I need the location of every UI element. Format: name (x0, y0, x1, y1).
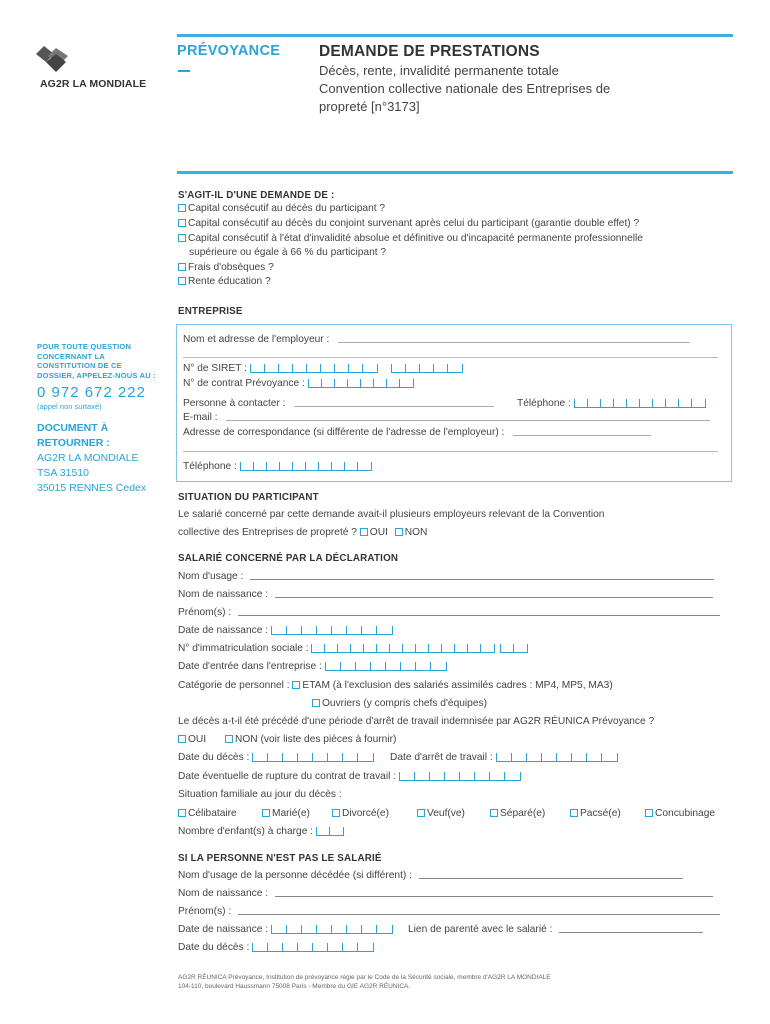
autre-birth-date-field[interactable]: Date de naissance : (178, 924, 393, 935)
checkbox[interactable] (178, 735, 186, 743)
relation-input[interactable] (559, 924, 703, 933)
death-date-input[interactable] (252, 753, 374, 762)
autre-birth-date-input[interactable] (271, 925, 393, 934)
logo-icon (34, 44, 74, 78)
sidebar-question: POUR TOUTE QUESTION CONCERNANT LA CONSTITUTION DE CE DOSSIER, APPELEZ-NOUS AU : (37, 342, 156, 380)
footer-legal: AG2R RÉUNICA Prévoyance, Institution de prévoyance régie par le Code de la Sécurité sociale, membre d'AG2R LA MONDIALE 104-110, boulevard Haussmann 75008 Paris - Membre du GIE AG2R RÉUNICA. (178, 974, 551, 990)
checkbox[interactable] (178, 263, 186, 271)
employer-input-line-2[interactable] (183, 357, 718, 358)
situation-question-1: Le salarié concerné par cette demande avait-il plusieurs employeurs relevant de la Convention (178, 509, 605, 520)
subtitle-line-1: Décès, rente, invalidité permanente totale (319, 63, 559, 78)
correspondence-field[interactable]: Adresse de correspondance (si différente de l'adresse de l'employeur) : (183, 427, 651, 438)
usage-name-input[interactable] (250, 571, 714, 580)
first-name-input[interactable] (238, 607, 720, 616)
family-celibataire[interactable]: Célibataire (178, 808, 237, 819)
subtitle-line-3: propreté [n°3173] (319, 99, 420, 114)
salarie-heading: SALARIÉ CONCERNÉ PAR LA DÉCLARATION (178, 553, 399, 564)
phone2-field[interactable]: Téléphone : (183, 461, 372, 472)
usage-name-field[interactable]: Nom d'usage : (178, 571, 714, 582)
siret-nic-input[interactable] (391, 364, 463, 373)
arret-non-option[interactable]: NON (voir liste des pièces à fournir) (225, 734, 396, 745)
autre-heading: SI LA PERSONNE N'EST PAS LE SALARIÉ (178, 853, 382, 864)
ssn-key-input[interactable] (500, 644, 528, 653)
death-date-field[interactable]: Date du décès : (178, 752, 374, 763)
siret-field[interactable]: N° de SIRET : (183, 363, 463, 374)
situation-non-option[interactable]: NON (395, 527, 428, 538)
contact-input[interactable] (294, 398, 494, 407)
checkbox[interactable] (570, 809, 578, 817)
checkbox[interactable] (178, 809, 186, 817)
email-field[interactable]: E-mail : (183, 412, 710, 423)
employer-field[interactable]: Nom et adresse de l'employeur : (183, 334, 690, 345)
stop-date-field[interactable]: Date d'arrêt de travail : (390, 752, 618, 763)
logo-text: AG2R LA MONDIALE (40, 78, 147, 90)
demand-heading: S'AGIT-IL D'UNE DEMANDE DE : (178, 190, 335, 201)
family-veuf[interactable]: Veuf(ve) (417, 808, 465, 819)
header-bottom-rule (177, 171, 733, 174)
birth-date-input[interactable] (271, 626, 393, 635)
checkbox[interactable] (417, 809, 425, 817)
family-marie[interactable]: Marié(e) (262, 808, 310, 819)
autre-birth-name-field[interactable]: Nom de naissance : (178, 888, 713, 899)
stop-date-input[interactable] (496, 753, 618, 762)
demand-option-1[interactable]: Capital consécutif au décès du participant ? (178, 203, 385, 214)
ssn-field[interactable]: N° d'immatriculation sociale : (178, 643, 528, 654)
first-name-field[interactable]: Prénom(s) : (178, 607, 720, 618)
family-concubinage[interactable]: Concubinage (645, 808, 715, 819)
rupture-date-field[interactable]: Date éventuelle de rupture du contrat de travail : (178, 771, 521, 782)
entry-date-field[interactable]: Date d'entrée dans l'entreprise : (178, 661, 447, 672)
autre-first-name-input[interactable] (238, 906, 720, 915)
family-label: Situation familiale au jour du décès : (178, 789, 342, 800)
autre-death-date-input[interactable] (252, 943, 374, 952)
checkbox[interactable] (490, 809, 498, 817)
birth-name-input[interactable] (275, 589, 713, 598)
checkbox[interactable] (312, 699, 320, 707)
situation-heading: SITUATION DU PARTICIPANT (178, 492, 319, 503)
category-title: PRÉVOYANCE (177, 43, 281, 59)
autre-usage-name-field[interactable]: Nom d'usage de la personne décédée (si différent) : (178, 870, 683, 881)
contact-phone-input[interactable] (574, 399, 706, 408)
sidebar-address: AG2R LA MONDIALE TSA 31510 35015 RENNES Cedex (37, 452, 147, 494)
correspondence-input-line-2[interactable] (183, 451, 718, 452)
subtitle-line-2: Convention collective nationale des Entreprises de (319, 81, 611, 96)
contact-field[interactable]: Personne à contacter : (183, 398, 494, 409)
checkbox[interactable] (178, 234, 186, 242)
sidebar-phone[interactable]: 0 972 672 222 (37, 384, 146, 401)
entry-date-input[interactable] (325, 662, 447, 671)
situation-oui-option[interactable]: OUI (360, 527, 388, 538)
relation-field[interactable]: Lien de parenté avec le salarié : (408, 924, 703, 935)
children-field[interactable]: Nombre d'enfant(s) à charge : (178, 826, 344, 837)
birth-date-field[interactable]: Date de naissance : (178, 625, 393, 636)
checkbox[interactable] (292, 681, 300, 689)
demand-option-4[interactable]: Frais d'obsèques ? (178, 262, 274, 273)
header-top-rule (177, 34, 733, 37)
category-dash (178, 70, 190, 72)
ssn-input[interactable] (311, 644, 495, 653)
situation-question-2: collective des Entreprises de propreté ? OUI NON (178, 527, 428, 538)
checkbox[interactable] (332, 809, 340, 817)
demand-option-3[interactable]: Capital consécutif à l'état d'invalidité absolue et définitive ou d'incapacité permanente professionnelle (178, 233, 643, 244)
demand-option-2[interactable]: Capital consécutif au décès du conjoint survenant après celui du participant (garantie double effet) ? (178, 218, 639, 229)
autre-birth-name-input[interactable] (275, 888, 713, 897)
checkbox[interactable] (178, 219, 186, 227)
checkbox[interactable] (225, 735, 233, 743)
demand-option-3-cont: supérieure ou égale à 66 % du participant ? (189, 247, 387, 258)
correspondence-input[interactable] (513, 427, 651, 436)
category-field: Catégorie de personnel : ETAM (à l'exclusion des salariés assimilés cadres : MP4, MP5, MA3) (178, 680, 613, 691)
checkbox[interactable] (178, 277, 186, 285)
demand-option-5[interactable]: Rente éducation ? (178, 276, 271, 287)
contract-field[interactable]: N° de contrat Prévoyance : (183, 378, 414, 389)
autre-death-date-field[interactable]: Date du décès : (178, 942, 374, 953)
siret-input[interactable] (250, 364, 378, 373)
sidebar-return-heading: DOCUMENT À RETOURNER : (37, 422, 110, 449)
checkbox[interactable] (262, 809, 270, 817)
phone2-input[interactable] (240, 462, 372, 471)
checkbox[interactable] (645, 809, 653, 817)
family-separe[interactable]: Séparé(e) (490, 808, 545, 819)
autre-first-name-field[interactable]: Prénom(s) : (178, 906, 720, 917)
entreprise-heading: ENTREPRISE (178, 306, 243, 317)
arret-oui-option[interactable]: OUI (178, 734, 206, 745)
contact-phone-field[interactable]: Téléphone : (517, 398, 706, 409)
birth-name-field[interactable]: Nom de naissance : (178, 589, 713, 600)
checkbox[interactable] (360, 528, 368, 536)
autre-usage-name-input[interactable] (419, 870, 683, 879)
etam-option[interactable]: ETAM (à l'exclusion des salariés assimilés cadres : MP4, MP5, MA3) (292, 680, 612, 691)
sidebar-phone-note: (appel non surtaxé) (37, 402, 102, 411)
checkbox[interactable] (395, 528, 403, 536)
company-logo (34, 44, 74, 78)
contract-input[interactable] (308, 379, 414, 388)
email-input[interactable] (226, 412, 710, 421)
employer-input[interactable] (338, 334, 690, 343)
rupture-date-input[interactable] (399, 772, 521, 781)
family-pacse[interactable]: Pacsé(e) (570, 808, 621, 819)
children-input[interactable] (316, 827, 344, 836)
page-title: DEMANDE DE PRESTATIONS (319, 43, 540, 60)
checkbox[interactable] (178, 204, 186, 212)
ouvriers-option[interactable]: Ouvriers (y compris chefs d'équipes) (312, 698, 487, 709)
family-divorce[interactable]: Divorcé(e) (332, 808, 389, 819)
arret-question: Le décès a-t-il été précédé d'une période d'arrêt de travail indemnisée par AG2R RÉUNICA Prévoyance ? (178, 716, 655, 727)
